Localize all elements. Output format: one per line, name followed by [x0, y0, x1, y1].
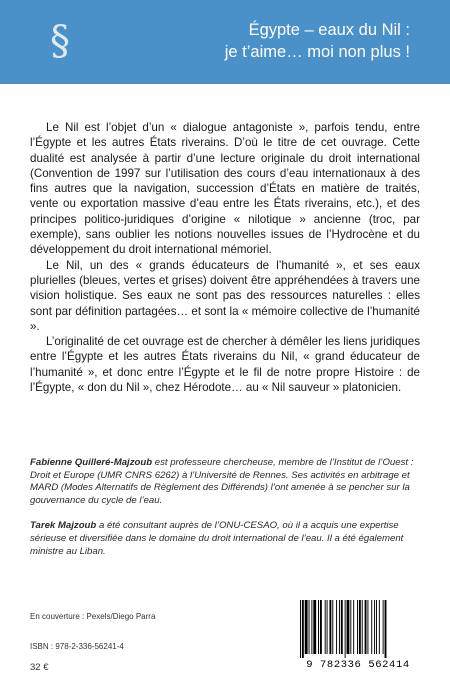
author-description: est professeure chercheuse, membre de l’Institut de l’Ouest : Droit et Europe (UMR CNRS 6262) à l’Université de Rennes. Ses activités en arbitrage et MARD (Modes Alternatifs de Règlement des Différends) l’ont amenée à se pencher sur la gouvernance du cycle de l’eau. [30, 457, 414, 506]
author-bio [30, 457, 420, 507]
header-band [0, 0, 450, 84]
summary-paragraph: Le Nil, un des « grands éducateurs de l’humanité », et ses eaux plurielles (bleues, vertes et grises) doivent être appréhendées à travers une vision holistique. Ses eaux ne sont pas des ressources naturelles : elles sont par définition partagées… et sont la « mémoire collective de l’humanité ». [30, 258, 420, 333]
price-text: 32 € [30, 662, 49, 673]
author-bio [30, 520, 420, 558]
section-symbol-icon: § [50, 18, 70, 64]
author-description: a été consultant auprès de l’ONU-CESAO, où il a acquis une expertise sérieuse et diversifiée dans le domaine du droit international de l’eau. Il a été également ministre au Liban. [30, 520, 404, 557]
title-line-1: Égypte – eaux du Nil : [248, 21, 410, 39]
cover-credit: En couverture : Pexels/Diego Parra [30, 612, 156, 621]
barcode [292, 596, 424, 672]
title-line-2: je t’aime… moi non plus ! [224, 43, 410, 61]
isbn-text: ISBN : 978-2-336-56241-4 [30, 642, 124, 651]
back-cover-summary [30, 120, 420, 395]
summary-paragraph: L’originalité de cet ouvrage est de chercher à démêler les liens juridiques entre l’Égypte et les autres États riverains du Nil, « grand éducateur de l’humanité », et donc entre l’Égypte et le fil de notre propre Histoire : de l’Égypte, « don du Nil », chez Hérodote… au « Nil sauveur » platonicien. [30, 335, 420, 395]
author-name: Tarek Majzoub [30, 520, 97, 532]
barcode-digits: 9 782336 562414 [306, 659, 410, 671]
author-bios [30, 457, 420, 571]
author-name: Fabienne Quilleré-Majzoub [30, 457, 153, 468]
summary-paragraph: Le Nil est l’objet d’un « dialogue antagoniste », parfois tendu, entre l’Égypte et les autres États riverains. D’où le titre de cet ouvrage. Cette dualité est analysée à partir d’une lecture originale du droit international (Convention de 1997 sur l’utilisation des cours d’eau internationaux à des fins autres que la navigation, succession d’États en matière de traités, vente ou exportation massive d’eau entre les États riverains, etc.), et des principes politico-juridiques d’origine « nilotique » ancienne (troc, par exemple), sans oublier les notions nouvelles issues de l’Hydrocène et du développement du droit international mémoriel. [30, 121, 420, 257]
book-title [90, 19, 410, 63]
barcode-icon [298, 600, 418, 658]
